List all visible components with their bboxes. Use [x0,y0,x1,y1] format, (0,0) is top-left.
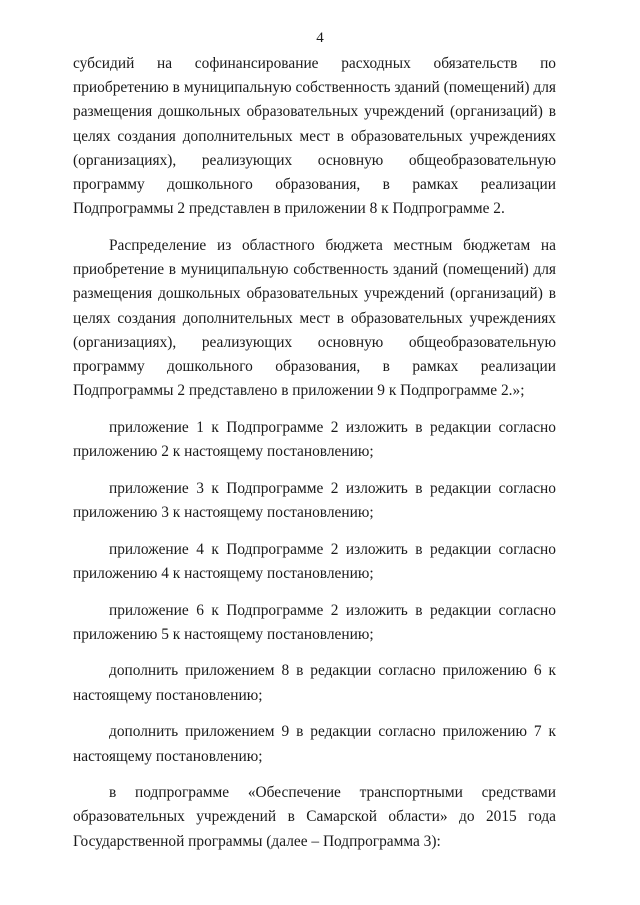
document-body [73,52,556,854]
paragraph-appendix-6: приложение 6 к Подпрограмме 2 изложить в редакции согласно приложению 5 к настоящему постановлению; [73,601,556,643]
paragraph-appendix-4: приложение 4 к Подпрограмме 2 изложить в редакции согласно приложению 4 к настоящему постановлению; [73,540,556,582]
paragraph-subsidies-continuation: субсидий на софинансирование расходных обязательств по приобретению в муниципальную собственность зданий (помещений) для размещения дошкольных образовательных учреждений (организаций) в целях создания дополнительных мест в образовательных учреждениях (организациях), реализующих основную общеобразовательную программу дошкольного образования, в рамках реализации Подпрограммы 2 представлен в приложении 8 к Подпрограмме 2. [73,55,556,218]
paragraph-appendix-3: приложение 3 к Подпрограмме 2 изложить в редакции согласно приложению 3 к настоящему постановлению; [73,479,556,521]
paragraph-add-appendix-9: дополнить приложением 9 в редакции согласно приложению 7 к настоящему постановлению; [73,723,556,765]
page-number: 4 [316,30,324,46]
paragraph-add-appendix-8: дополнить приложением 8 в редакции согласно приложению 6 к настоящему постановлению; [73,662,556,704]
paragraph-appendix-1: приложение 1 к Подпрограмме 2 изложить в редакции согласно приложению 2 к настоящему постановлению; [73,418,556,461]
paragraph-subprogram-3: в подпрограмме «Обеспечение транспортными средствами образовательных учреждений в Самарской области» до 2015 года Государственной программы (далее – Подпрограмма 3): [73,784,556,850]
paragraph-budget-distribution: Распределение из областного бюджета местным бюджетам на приобретение в муниципальную собственность зданий (помещений) для размещения дошкольных образовательных учреждений (организаций) в целях создания дополнительных мест в образовательных учреждениях (организациях), реализующих основную общеобразовательную программу дошкольного образования, в рамках реализации Подпрограммы 2 представлено в приложении 9 к Подпрограмме 2.»; [73,236,556,400]
